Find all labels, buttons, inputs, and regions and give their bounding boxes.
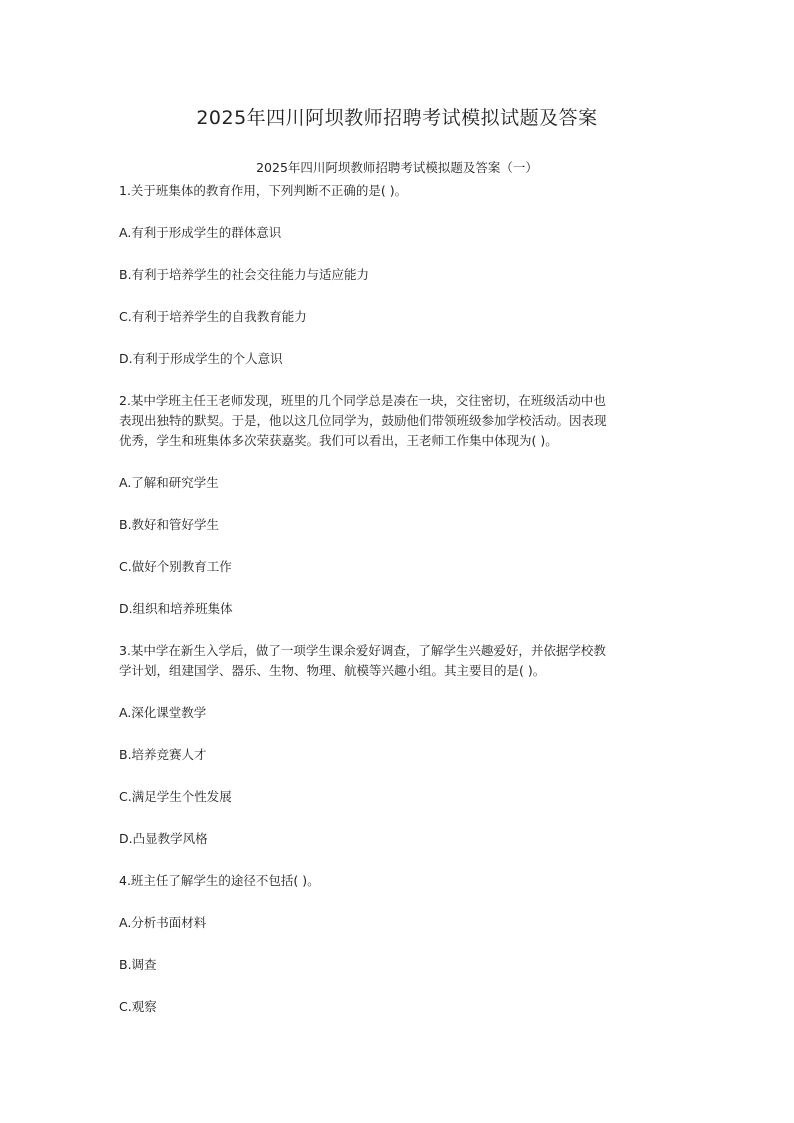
question-2-option-a: A.了解和研究学生 — [119, 475, 219, 490]
question-3-option-a: A.深化课堂教学 — [119, 705, 207, 720]
question-2-text-line-2: 表现出独特的默契。于是，他以这几位同学为，鼓励他们带领班级参加学校活动。因表现 — [119, 413, 607, 428]
page-title: 2025年四川阿坝教师招聘考试模拟试题及答案 — [196, 107, 598, 129]
question-1-text: 1.关于班集体的教育作用，下列判断不正确的是( )。 — [119, 183, 408, 198]
question-1-option-b: B.有利于培养学生的社会交往能力与适应能力 — [119, 267, 370, 282]
question-4-option-c: C.观察 — [119, 999, 157, 1014]
question-1 — [119, 181, 679, 369]
question-1-option-d: D.有利于形成学生的个人意识 — [119, 351, 283, 366]
question-3-text-line-2: 学计划，组建国学、器乐、生物、物理、航模等兴趣小组。其主要目的是( )。 — [119, 663, 546, 678]
question-3 — [119, 641, 679, 849]
question-3-option-d: D.凸显教学风格 — [119, 831, 208, 846]
page-subtitle: 2025年四川阿坝教师招聘考试模拟题及答案（一） — [256, 160, 538, 175]
question-2-text-line-1: 2.某中学班主任王老师发现，班里的几个同学总是凑在一块，交往密切，在班级活动中也 — [119, 393, 606, 408]
question-2-option-d: D.组织和培养班集体 — [119, 601, 233, 616]
question-1-option-c: C.有利于培养学生的自我教育能力 — [119, 309, 307, 324]
question-4 — [119, 871, 679, 1017]
question-4-text: 4.班主任了解学生的途径不包括( )。 — [119, 873, 320, 888]
question-3-option-c: C.满足学生个性发展 — [119, 789, 232, 804]
question-3-option-b: B.培养竞赛人才 — [119, 747, 207, 762]
question-list — [119, 181, 679, 1017]
question-1-option-a: A.有利于形成学生的群体意识 — [119, 225, 282, 240]
question-2-option-b: B.教好和管好学生 — [119, 517, 220, 532]
question-2-option-c: C.做好个别教育工作 — [119, 559, 232, 574]
question-3-text-line-1: 3.某中学在新生入学后，做了一项学生课余爱好调查，了解学生兴趣爱好，并依据学校教 — [119, 643, 606, 658]
question-4-option-b: B.调查 — [119, 957, 157, 972]
question-4-option-a: A.分析书面材料 — [119, 915, 207, 930]
question-2-text-line-3: 优秀，学生和班集体多次荣获嘉奖。我们可以看出，王老师工作集中体现为( )。 — [119, 433, 558, 448]
question-2 — [119, 391, 679, 619]
